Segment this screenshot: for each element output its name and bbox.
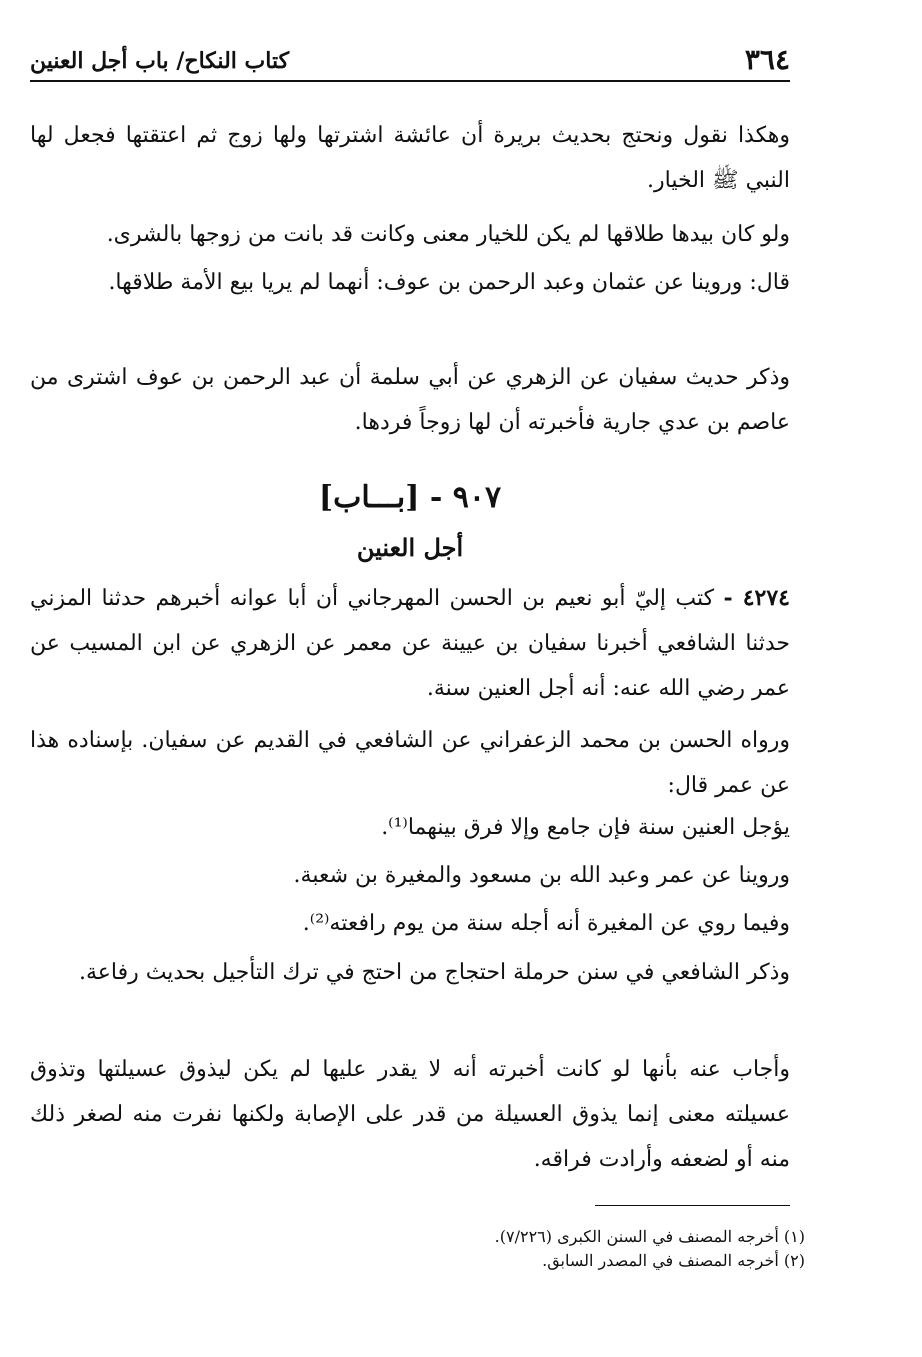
paragraph-rawayna: وروينا عن عمر وعبد الله بن مسعود والمغيرة بن شعبة.: [293, 863, 790, 888]
hadith-text: كتب إليّ أبو نعيم بن الحسن المهرجاني أن أبا عوانه أخبرهم حدثنا المزني حدثنا الشافعي أخبرنا سفيان بن عيينة عن معمر عن الزهري عن ابن المسيب عن عمر رضي الله عنه: أنه أجل العنين سنة.: [30, 586, 790, 701]
hadith-paragraph: [30, 576, 790, 711]
paragraph-harmala: وذكر الشافعي في سنن حرملة احتجاج من احتج في ترك التأجيل بحديث رفاعة.: [78, 960, 790, 985]
paragraph-bariira: وهكذا نقول ونحتج بحديث بريرة أن عائشة اشترتها ولها زوج ثم اعتقتها فجعل لها النبي ﷺ الخيار.: [30, 123, 790, 193]
paragraph-zaafarani: ورواه الحسن بن محمد الزعفراني عن الشافعي في القديم عن سفيان. بإسناده هذا عن عمر قال:: [30, 728, 790, 798]
footnote-2: (٢) أخرجه المصنف في المصدر السابق.: [542, 1251, 805, 1270]
page-header: [30, 38, 790, 82]
running-title: كتاب النكاح/ باب أجل العنين: [30, 48, 290, 74]
paragraph-uthman: قال: وروينا عن عثمان وعبد الرحمن بن عوف: أنهما لم يريا بيع الأمة طلاقها.: [108, 270, 790, 295]
paragraph-sufyan: وذكر حديث سفيان عن الزهري عن أبي سلمة أن عبد الرحمن بن عوف اشترى من عاصم بن عدي جارية فأخبرته أن لها زوجاً فردها.: [30, 365, 790, 435]
paragraph-ajaba: وأجاب عنه بأنها لو كانت أخبرته أنه لا يقدر عليها لم يكن ليذوق عسيلتها وتذوق عسيلته معنى إنما يذوق العسيلة من قدر على الإصابة ولكنها نفرت منه لصغر ذلك منه أو لضعفه وأرادت فراقه.: [30, 1057, 790, 1172]
chapter-subheading: أجل العنين: [356, 533, 464, 562]
hadith-number: ٤٢٧٤ -: [723, 585, 790, 611]
paragraph-yuajjal: يؤجل العنين سنة فإن جامع وإلا فرق بينهما⁽¹⁾.: [381, 815, 790, 840]
paragraph-mughira: وفيما روي عن المغيرة أنه أجله سنة من يوم رافعته⁽²⁾.: [302, 911, 790, 936]
footnote-1: (١) أخرجه المصنف في السنن الكبرى (٧/٢٢٦).: [494, 1227, 805, 1246]
footnote-divider: [595, 1205, 790, 1206]
chapter-heading: ٩٠٧ - [بـــاب]: [318, 480, 502, 515]
paragraph-talaq: ولو كان بيدها طلاقها لم يكن للخيار معنى وكانت قد بانت من زوجها بالشرى.: [106, 222, 790, 247]
page-number: ٣٦٤: [744, 43, 790, 76]
